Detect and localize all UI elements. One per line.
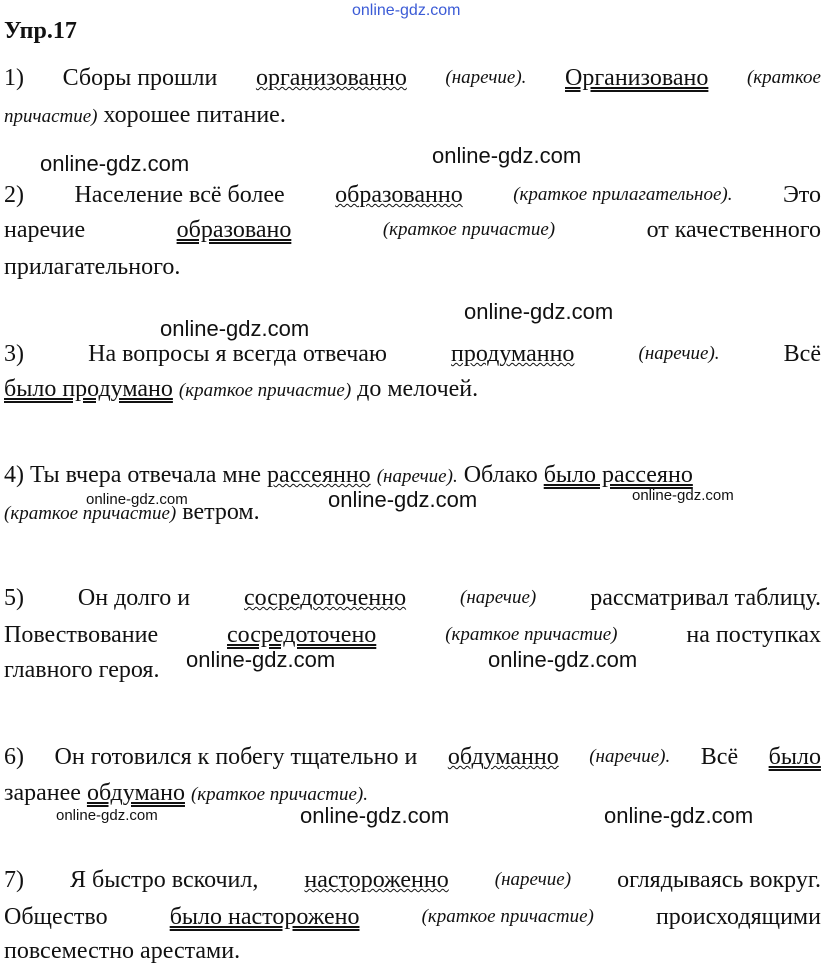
watermark: online-gdz.com bbox=[432, 143, 582, 168]
analyzed-word: сосредоточено bbox=[227, 622, 377, 648]
item-3-line-2 bbox=[4, 375, 821, 405]
watermark: online-gdz.com bbox=[56, 807, 158, 824]
text: повсеместно арестами. bbox=[4, 938, 241, 964]
text: главного героя. bbox=[4, 657, 160, 683]
text: рассматривал таблицу. bbox=[590, 585, 821, 611]
text: Повествование bbox=[4, 622, 159, 648]
part-of-speech-note: (наречие). bbox=[376, 466, 458, 487]
watermark: online-gdz.com bbox=[604, 803, 754, 828]
watermark: online-gdz.com bbox=[40, 151, 190, 176]
part-of-speech-note: (наречие) bbox=[460, 587, 537, 608]
text: Сборы прошли bbox=[62, 65, 218, 91]
analyzed-word: образовано bbox=[176, 217, 292, 243]
analyzed-word: обдумано bbox=[86, 780, 185, 806]
text: до мелочей. bbox=[357, 376, 479, 402]
item-4-line-2 bbox=[4, 498, 821, 528]
analyzed-word: образованно bbox=[335, 182, 463, 208]
analyzed-word: было продумано bbox=[4, 376, 173, 402]
item-5-line-3 bbox=[4, 656, 821, 684]
item-7-line-3 bbox=[4, 937, 821, 965]
text: на поступках bbox=[686, 622, 821, 648]
item-number: 1) bbox=[4, 65, 24, 91]
text: Общество bbox=[4, 904, 108, 930]
item-1-line-2 bbox=[4, 101, 821, 131]
item-2-line-2 bbox=[4, 216, 821, 244]
watermark: online-gdz.com bbox=[86, 491, 188, 508]
text: происходящими bbox=[655, 904, 821, 930]
part-of-speech-note: (краткое прилагательное). bbox=[513, 184, 733, 205]
text: прилагательного. bbox=[4, 254, 181, 280]
part-of-speech-note: (краткое причастие) bbox=[382, 219, 556, 240]
part-of-speech-note: (наречие) bbox=[494, 869, 572, 890]
watermark: online-gdz.com bbox=[488, 647, 638, 672]
text: На вопросы я всегда отвечаю bbox=[88, 341, 387, 367]
text: от качественного bbox=[646, 217, 821, 243]
item-7-line-1 bbox=[4, 866, 821, 894]
text: заранее bbox=[4, 780, 81, 806]
part-of-speech-note: причастие) bbox=[4, 106, 98, 127]
exercise-title: Упр.17 bbox=[4, 18, 77, 44]
part-of-speech-note: (наречие). bbox=[445, 67, 527, 88]
item-number: 7) bbox=[4, 867, 24, 893]
watermark: online-gdz.com bbox=[328, 487, 478, 512]
item-number: 6) bbox=[4, 744, 24, 770]
part-of-speech-note: (краткое причастие) bbox=[178, 380, 352, 401]
part-of-speech-note: (наречие). bbox=[589, 746, 671, 767]
text: Я быстро вскочил, bbox=[70, 867, 259, 893]
analyzed-word: организованно bbox=[255, 65, 407, 91]
item-number: 3) bbox=[4, 341, 24, 367]
text: ветром. bbox=[182, 499, 260, 525]
text: Ты вчера отвечала мне bbox=[30, 462, 262, 488]
item-2-line-1 bbox=[4, 181, 821, 209]
text: наречие bbox=[4, 217, 86, 243]
watermark: online-gdz.com bbox=[464, 299, 614, 324]
item-6-line-1 bbox=[4, 743, 821, 771]
text: Он долго и bbox=[77, 585, 191, 611]
watermark: online-gdz.com bbox=[186, 647, 336, 672]
analyzed-word: обдуманно bbox=[447, 744, 559, 770]
item-number: 5) bbox=[4, 585, 24, 611]
text: Это bbox=[782, 182, 821, 208]
item-7-line-2 bbox=[4, 903, 821, 931]
analyzed-word: настороженно bbox=[304, 867, 449, 893]
part-of-speech-note: (краткое причастие) bbox=[445, 624, 618, 645]
analyzed-word: продуманно bbox=[451, 341, 575, 367]
analyzed-word: было рассеяно bbox=[543, 462, 693, 488]
item-2-line-3 bbox=[4, 253, 821, 281]
part-of-speech-note: (наречие). bbox=[638, 343, 720, 364]
analyzed-word: сосредоточенно bbox=[243, 585, 407, 611]
text: Всё bbox=[783, 341, 821, 367]
part-of-speech-note: (краткое причастие) bbox=[4, 503, 177, 524]
text: Он готовился к побегу тщательно и bbox=[54, 744, 418, 770]
text: хорошее питание. bbox=[103, 102, 286, 128]
watermark: online-gdz.com bbox=[352, 2, 461, 19]
part-of-speech-note: (краткое bbox=[746, 67, 821, 88]
analyzed-word: Организовано bbox=[565, 65, 709, 91]
analyzed-word: было bbox=[768, 744, 821, 770]
part-of-speech-note: (краткое причастие) bbox=[421, 906, 594, 927]
item-3-line-1 bbox=[4, 340, 821, 368]
text: Всё bbox=[700, 744, 739, 770]
item-5-line-1 bbox=[4, 584, 821, 612]
part-of-speech-note: (краткое причастие). bbox=[190, 784, 368, 805]
watermark: online-gdz.com bbox=[632, 487, 734, 504]
item-5-line-2 bbox=[4, 621, 821, 649]
item-1-line-1 bbox=[4, 64, 821, 92]
watermark: online-gdz.com bbox=[300, 803, 450, 828]
watermark: online-gdz.com bbox=[160, 316, 310, 341]
text: оглядываясь вокруг. bbox=[617, 867, 821, 893]
text: Облако bbox=[463, 462, 538, 488]
text: Население всё более bbox=[74, 182, 285, 208]
item-number: 4) bbox=[4, 462, 24, 488]
analyzed-word: было насторожено bbox=[169, 904, 360, 930]
analyzed-word: рассеянно bbox=[267, 462, 371, 488]
item-number: 2) bbox=[4, 182, 24, 208]
